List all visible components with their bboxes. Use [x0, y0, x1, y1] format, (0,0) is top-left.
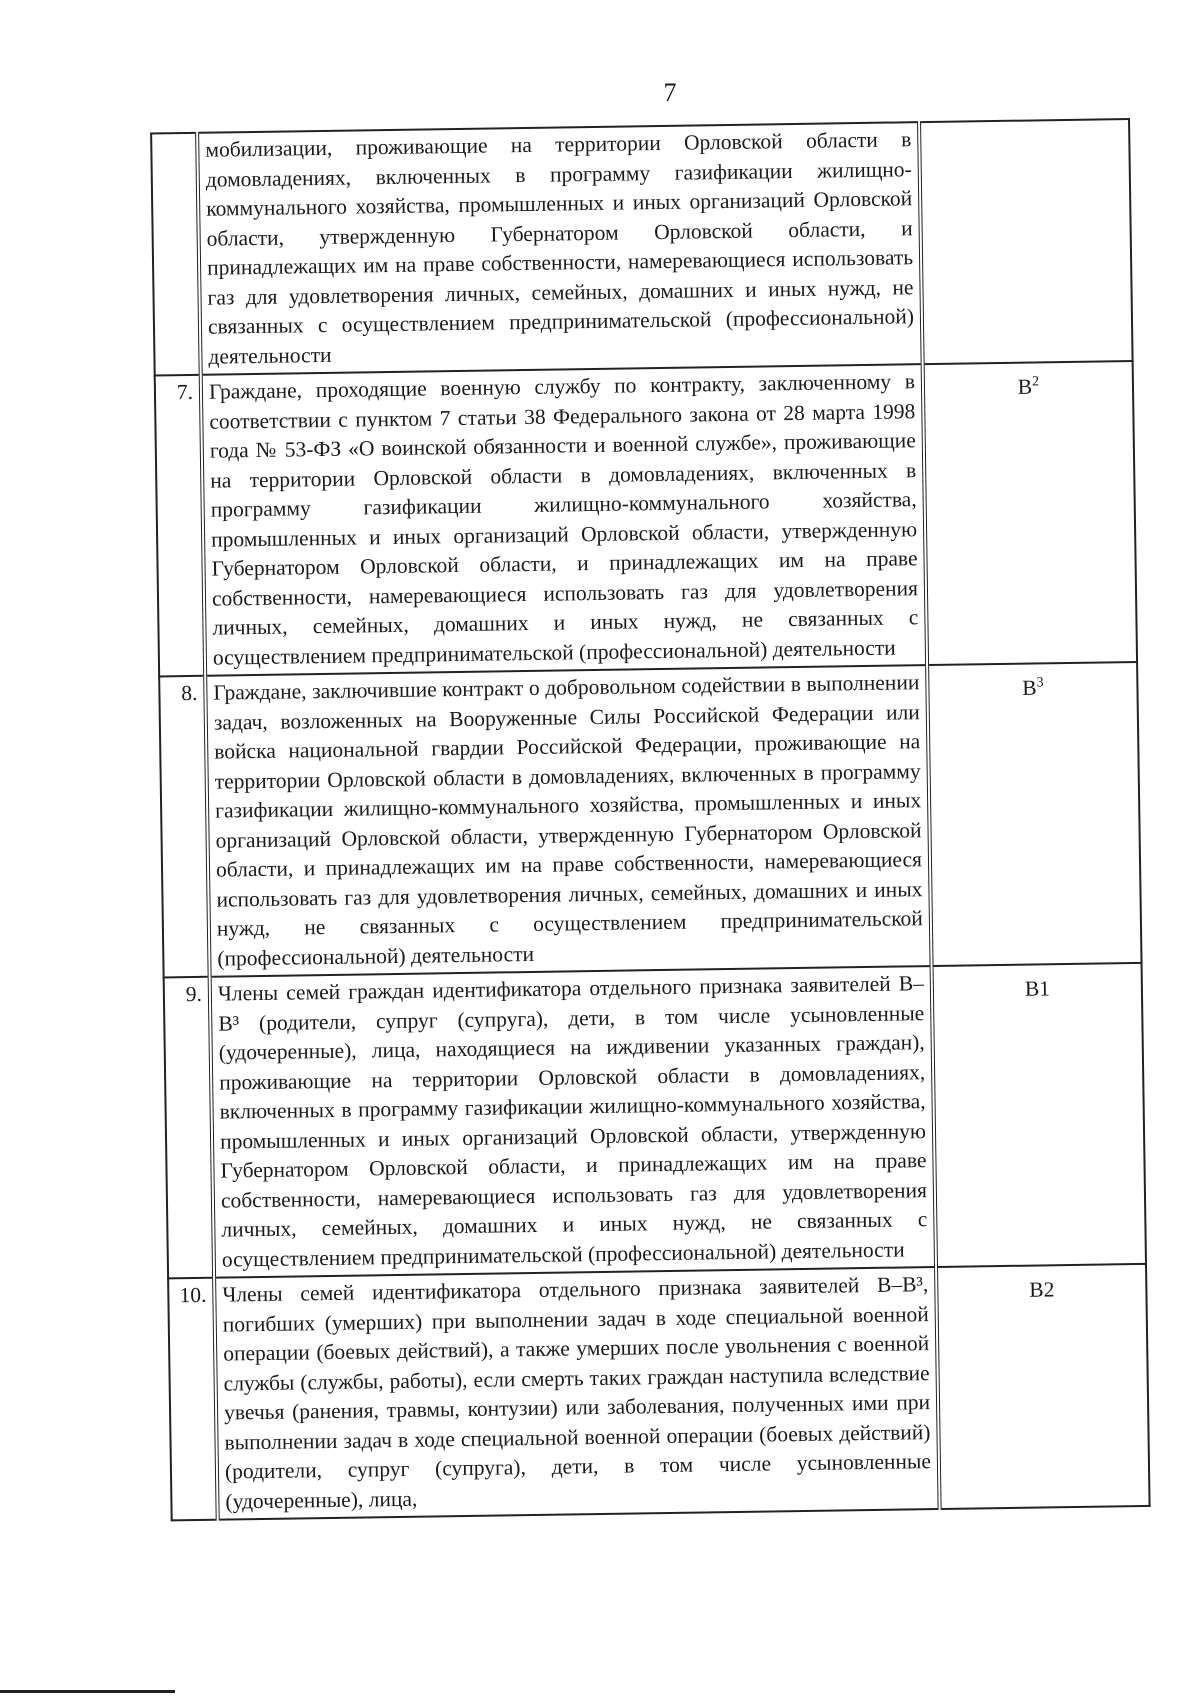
row-code — [919, 119, 1133, 364]
row-code — [932, 963, 1146, 1267]
row-description: Граждане, проходящие военную службу по контракту, заключенному в соответствии с пунктом 7 статьи 38 Федерального закона от 28 марта 1998 года № 53-ФЗ «О воинской обязанности и военной службе», проживающие на территории Орловской области в домовладениях, включенных в программу газификации жилищно-коммунального хозяйства, промышленных и иных организаций Орловской области, утвержденную Губернатором Орловской области, и принадлежащих им на праве собственности, намеревающиеся использовать газ для удовлетворения личных, семейных, домашних и иных нужд, не связанных с осуществлением предпринимательской (профессиональной) деятельности — [201, 364, 927, 676]
row-code — [923, 361, 1137, 665]
row-description: Члены семей идентификатора отдельного признака заявителей В–В³, погибших (умерших) при выполнении задач в ходе специальной военной операции (боевых действий), а также умерших после увольнения с военной службы (службы, работы), если смерть таких граждан наступила вследствие увечья (ранения, травмы, контузии) или заболевания, полученных ими при выполнении задач в ходе специальной военной операции (боевых действий) (родители, супруг (супруга), дети, в том числе усыновленные (удочеренные), лица, — [214, 1267, 940, 1520]
table-row — [168, 1264, 1149, 1520]
row-code-sup: 3 — [1036, 675, 1044, 691]
row-number — [151, 133, 201, 376]
scan-edge-line — [0, 1690, 175, 1693]
row-code-main: В — [1022, 675, 1037, 700]
row-description: мобилизации, проживающие на территории Орловской области в домовладениях, включенных в программу газификации жилищно-коммунального хозяйства, промышленных и иных организаций Орловской области, утвержденную Губернатором Орловской области, и принадлежащих им на праве собственности, намеревающиеся использовать газ для удовлетворения личных, семейных, домашних и иных нужд, не связанных с осуществлением предпринимательской (профессиональной) деятельности — [197, 122, 923, 375]
table-row — [164, 963, 1146, 1278]
row-code — [936, 1264, 1150, 1509]
row-number: 7. — [155, 375, 205, 677]
row-code-sup: 2 — [1031, 374, 1040, 390]
row-description: Граждане, заключившие контракт о добровольном содействии в выполнении задач, возложенных на Вооруженные Силы Российской Федерации или войска национальной гвардии Российской Федерации, проживающие на территории Орловской области в домовладениях, включенных в программу газификации жилищно-коммунального хозяйства, промышленных и иных организаций Орловской области, утвержденную Губернатором Орловской области, и принадлежащих им на праве собственности, намеревающиеся использовать газ для удовлетворения личных, семейных, домашних и иных нужд, не связанных с осуществлением предпринимательской (профессиональной) деятельности — [205, 665, 931, 977]
row-code — [927, 662, 1141, 966]
page-number: 7 — [663, 78, 677, 107]
identifier-table — [150, 118, 1150, 1521]
table-row — [155, 361, 1137, 676]
row-description: Члены семей граждан идентификатора отдельного признака заявителей В–В³ (родители, супруг (супруга), дети, в том числе усыновленные (удочеренные), лица, находящиеся на иждивении указанных граждан), проживающие на территории Орловской области в домовладениях, включенных в программу газификации жилищно-коммунального хозяйства, промышленных и иных организаций Орловской области, утвержденную Губернатором Орловской области, и принадлежащих им на праве собственности, намеревающиеся использовать газ для удовлетворения личных, семейных, домашних и иных нужд, не связанных с осуществлением предпринимательской (профессиональной) деятельности — [210, 966, 936, 1278]
row-code-main: В2 — [1029, 1277, 1055, 1302]
row-number: 8. — [159, 676, 209, 978]
row-code-main: В1 — [1024, 976, 1051, 1001]
table-row — [159, 662, 1141, 977]
row-number: 10. — [168, 1278, 218, 1521]
table-row — [151, 119, 1132, 375]
row-code-main: В — [1017, 374, 1033, 399]
row-number: 9. — [164, 977, 214, 1279]
